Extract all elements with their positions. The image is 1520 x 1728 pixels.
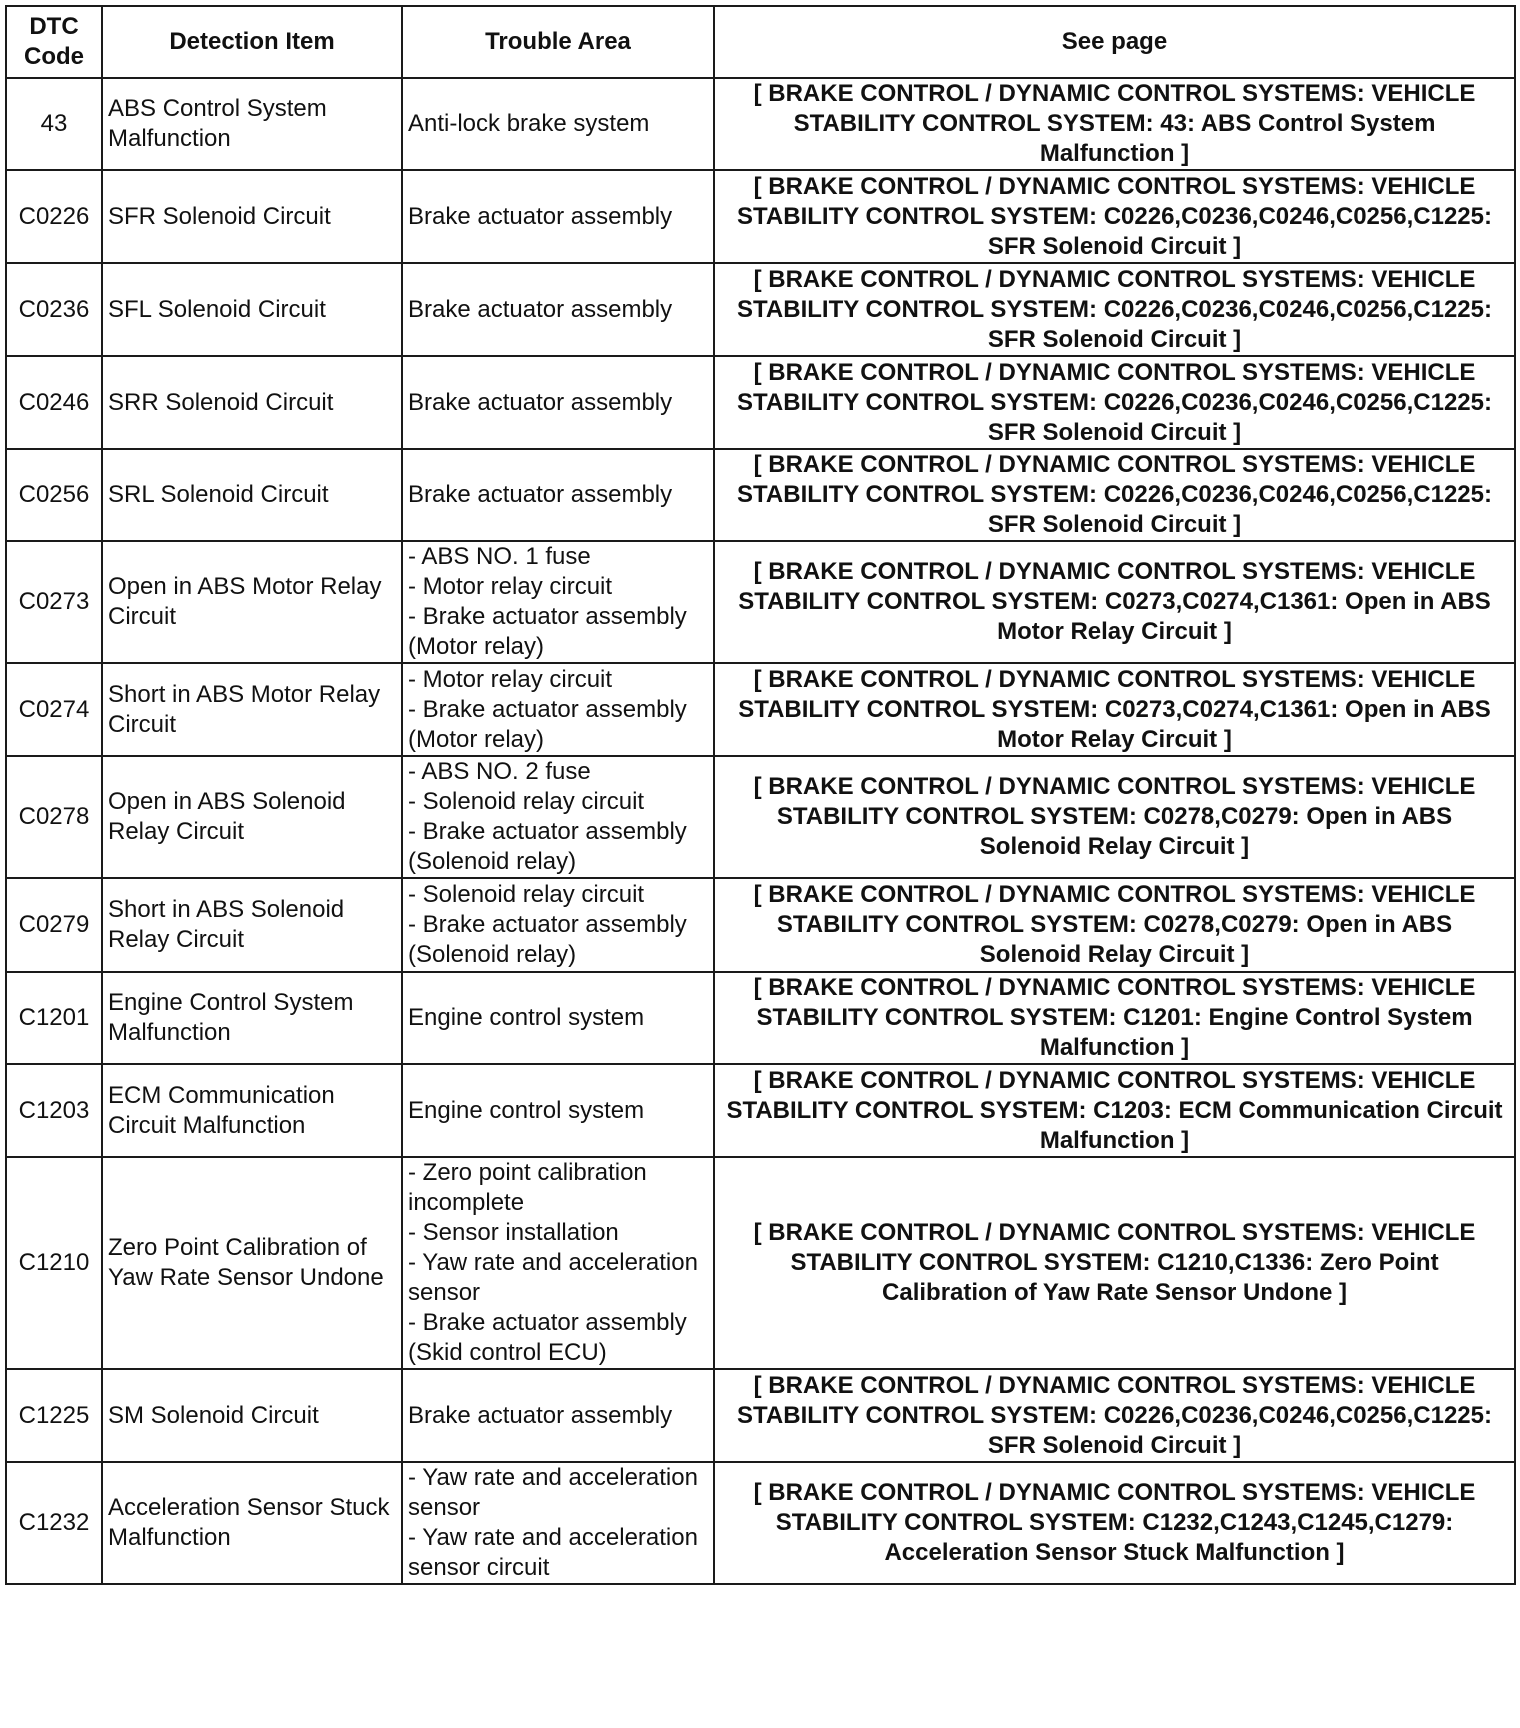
trouble-area-cell — [402, 972, 714, 1064]
table-row — [6, 1157, 1515, 1369]
detection-item-cell: SRL Solenoid Circuit — [102, 449, 402, 541]
detection-item-cell: SFL Solenoid Circuit — [102, 263, 402, 356]
see-page-link[interactable]: [ BRAKE CONTROL / DYNAMIC CONTROL SYSTEMS: VEHICLE STABILITY CONTROL SYSTEM: C0278,C0279: Open in ABS Solenoid Relay Circuit ] — [714, 878, 1515, 972]
trouble-area-line: - Yaw rate and acceleration sensor — [408, 1464, 698, 1521]
dtc-code-cell: C0236 — [6, 263, 102, 356]
see-page-link[interactable]: [ BRAKE CONTROL / DYNAMIC CONTROL SYSTEMS: VEHICLE STABILITY CONTROL SYSTEM: C1203: ECM Communication Circuit Malfunction ] — [714, 1064, 1515, 1157]
detection-item-cell: ABS Control System Malfunction — [102, 78, 402, 170]
trouble-area-cell — [402, 78, 714, 170]
trouble-area-line: Brake actuator assembly — [408, 1401, 673, 1429]
detection-item-cell: Short in ABS Motor Relay Circuit — [102, 663, 402, 756]
trouble-area-cell — [402, 1462, 714, 1584]
trouble-area-line: - Solenoid relay circuit — [408, 881, 645, 908]
trouble-area-line: - Brake actuator assembly (Skid control ECU) — [408, 1309, 687, 1366]
detection-item-cell: SRR Solenoid Circuit — [102, 356, 402, 449]
dtc-code-cell: C1210 — [6, 1157, 102, 1369]
see-page-link[interactable]: [ BRAKE CONTROL / DYNAMIC CONTROL SYSTEMS: VEHICLE STABILITY CONTROL SYSTEM: C0278,C0279: Open in ABS Solenoid Relay Circuit ] — [714, 756, 1515, 878]
trouble-area-line: Brake actuator assembly — [408, 295, 673, 323]
table-body — [6, 78, 1515, 1584]
header-dtc-code: DTC Code — [6, 6, 102, 78]
detection-item-cell: Zero Point Calibration of Yaw Rate Sensor Undone — [102, 1157, 402, 1369]
trouble-area-line: - Brake actuator assembly (Motor relay) — [408, 603, 687, 660]
trouble-area-cell — [402, 541, 714, 663]
table-row — [6, 663, 1515, 756]
trouble-area-line: - Zero point calibration incomplete — [408, 1159, 647, 1216]
trouble-area-cell — [402, 756, 714, 878]
trouble-area-line: Anti-lock brake system — [408, 110, 650, 137]
see-page-link[interactable]: [ BRAKE CONTROL / DYNAMIC CONTROL SYSTEMS: VEHICLE STABILITY CONTROL SYSTEM: C0226,C0236,C0246,C0256,C1225: SFR Solenoid Circuit ] — [714, 1369, 1515, 1462]
table-row — [6, 1462, 1515, 1584]
table-row — [6, 972, 1515, 1064]
table-row — [6, 449, 1515, 541]
detection-item-cell: Acceleration Sensor Stuck Malfunction — [102, 1462, 402, 1584]
trouble-area-cell — [402, 878, 714, 972]
table-row — [6, 263, 1515, 356]
dtc-code-cell: C0246 — [6, 356, 102, 449]
dtc-code-cell: C0256 — [6, 449, 102, 541]
see-page-link[interactable]: [ BRAKE CONTROL / DYNAMIC CONTROL SYSTEMS: VEHICLE STABILITY CONTROL SYSTEM: C0273,C0274,C1361: Open in ABS Motor Relay Circuit ] — [714, 541, 1515, 663]
trouble-area-cell — [402, 1157, 714, 1369]
dtc-code-cell: C0273 — [6, 541, 102, 663]
dtc-code-cell: C0279 — [6, 878, 102, 972]
trouble-area-cell — [402, 663, 714, 756]
dtc-code-cell: C1201 — [6, 972, 102, 1064]
dtc-table — [5, 5, 1516, 1585]
trouble-area-cell — [402, 170, 714, 263]
table-row — [6, 1064, 1515, 1157]
trouble-area-line: - ABS NO. 1 fuse — [408, 543, 591, 570]
detection-item-cell: Engine Control System Malfunction — [102, 972, 402, 1064]
trouble-area-line: - Yaw rate and acceleration sensor circuit — [408, 1524, 698, 1581]
see-page-link[interactable]: [ BRAKE CONTROL / DYNAMIC CONTROL SYSTEMS: VEHICLE STABILITY CONTROL SYSTEM: 43: ABS Control System Malfunction ] — [714, 78, 1515, 170]
trouble-area-line: - Brake actuator assembly (Solenoid relay) — [408, 911, 687, 968]
detection-item-cell: ECM Communication Circuit Malfunction — [102, 1064, 402, 1157]
header-see-page: See page — [714, 6, 1515, 78]
table-row — [6, 756, 1515, 878]
trouble-area-line: Engine control system — [408, 1004, 645, 1031]
dtc-table-container — [5, 5, 1514, 1585]
dtc-code-cell: C1232 — [6, 1462, 102, 1584]
trouble-area-cell — [402, 263, 714, 356]
table-row — [6, 78, 1515, 170]
see-page-link[interactable]: [ BRAKE CONTROL / DYNAMIC CONTROL SYSTEMS: VEHICLE STABILITY CONTROL SYSTEM: C0226,C0236,C0246,C0256,C1225: SFR Solenoid Circuit ] — [714, 263, 1515, 356]
trouble-area-line: Brake actuator assembly — [408, 481, 673, 508]
dtc-code-cell: C0278 — [6, 756, 102, 878]
see-page-link[interactable]: [ BRAKE CONTROL / DYNAMIC CONTROL SYSTEMS: VEHICLE STABILITY CONTROL SYSTEM: C0226,C0236,C0246,C0256,C1225: SFR Solenoid Circuit ] — [714, 170, 1515, 263]
header-detection-item: Detection Item — [102, 6, 402, 78]
trouble-area-line: - ABS NO. 2 fuse — [408, 758, 591, 785]
see-page-link[interactable]: [ BRAKE CONTROL / DYNAMIC CONTROL SYSTEMS: VEHICLE STABILITY CONTROL SYSTEM: C1232,C1243,C1245,C1279: Acceleration Sensor Stuck Malfunction ] — [714, 1462, 1515, 1584]
trouble-area-line: - Motor relay circuit — [408, 573, 613, 600]
dtc-code-cell: C0274 — [6, 663, 102, 756]
trouble-area-line: - Yaw rate and acceleration sensor — [408, 1249, 698, 1306]
detection-item-cell: Open in ABS Solenoid Relay Circuit — [102, 756, 402, 878]
table-row — [6, 541, 1515, 663]
trouble-area-line: - Brake actuator assembly (Solenoid relay) — [408, 818, 687, 875]
see-page-link[interactable]: [ BRAKE CONTROL / DYNAMIC CONTROL SYSTEMS: VEHICLE STABILITY CONTROL SYSTEM: C1210,C1336: Zero Point Calibration of Yaw Rate Sensor Undone ] — [714, 1157, 1515, 1369]
see-page-link[interactable]: [ BRAKE CONTROL / DYNAMIC CONTROL SYSTEMS: VEHICLE STABILITY CONTROL SYSTEM: C0226,C0236,C0246,C0256,C1225: SFR Solenoid Circuit ] — [714, 449, 1515, 541]
dtc-code-cell: C1203 — [6, 1064, 102, 1157]
header-row — [6, 6, 1515, 78]
trouble-area-line: - Solenoid relay circuit — [408, 788, 645, 815]
see-page-link[interactable]: [ BRAKE CONTROL / DYNAMIC CONTROL SYSTEMS: VEHICLE STABILITY CONTROL SYSTEM: C0273,C0274,C1361: Open in ABS Motor Relay Circuit ] — [714, 663, 1515, 756]
header-trouble-area: Trouble Area — [402, 6, 714, 78]
table-row — [6, 878, 1515, 972]
detection-item-cell: SFR Solenoid Circuit — [102, 170, 402, 263]
table-row — [6, 356, 1515, 449]
see-page-link[interactable]: [ BRAKE CONTROL / DYNAMIC CONTROL SYSTEMS: VEHICLE STABILITY CONTROL SYSTEM: C1201: Engine Control System Malfunction ] — [714, 972, 1515, 1064]
table-row — [6, 1369, 1515, 1462]
detection-item-cell: Open in ABS Motor Relay Circuit — [102, 541, 402, 663]
trouble-area-cell — [402, 449, 714, 541]
trouble-area-line: Engine control system — [408, 1096, 645, 1124]
trouble-area-line: Brake actuator assembly — [408, 388, 673, 416]
trouble-area-line: - Brake actuator assembly (Motor relay) — [408, 695, 687, 753]
table-row — [6, 170, 1515, 263]
trouble-area-line: Brake actuator assembly — [408, 202, 673, 230]
detection-item-cell: Short in ABS Solenoid Relay Circuit — [102, 878, 402, 972]
trouble-area-cell — [402, 1369, 714, 1462]
dtc-code-cell: C0226 — [6, 170, 102, 263]
detection-item-cell: SM Solenoid Circuit — [102, 1369, 402, 1462]
trouble-area-line: - Motor relay circuit — [408, 665, 613, 693]
dtc-code-cell: 43 — [6, 78, 102, 170]
trouble-area-cell — [402, 356, 714, 449]
trouble-area-cell — [402, 1064, 714, 1157]
trouble-area-line: - Sensor installation — [408, 1219, 619, 1246]
see-page-link[interactable]: [ BRAKE CONTROL / DYNAMIC CONTROL SYSTEMS: VEHICLE STABILITY CONTROL SYSTEM: C0226,C0236,C0246,C0256,C1225: SFR Solenoid Circuit ] — [714, 356, 1515, 449]
dtc-code-cell: C1225 — [6, 1369, 102, 1462]
